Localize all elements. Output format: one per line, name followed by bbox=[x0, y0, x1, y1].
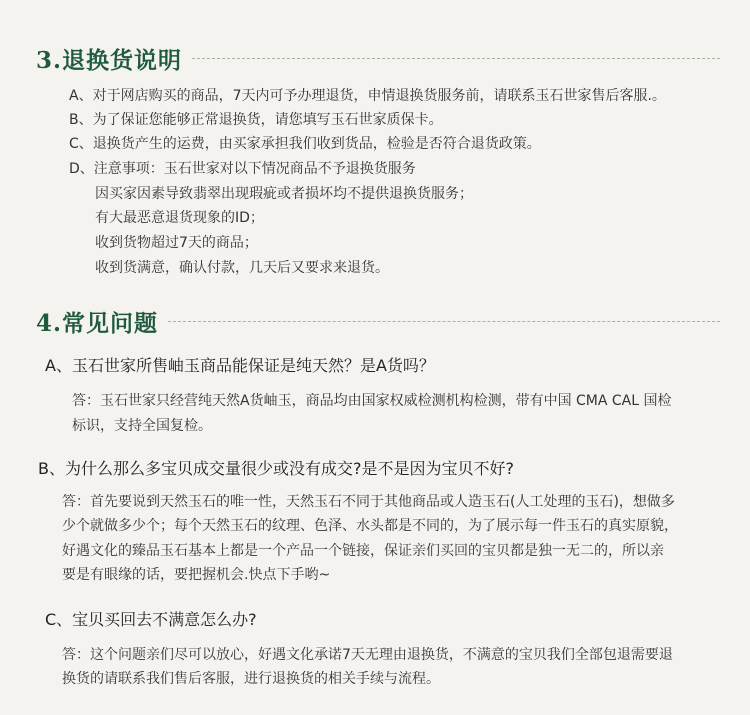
faq-answer-c-line-1: 答：这个问题亲们尽可以放心，好遇文化承诺7天无理由退换货，不满意的宝贝我们全部包退需要退 bbox=[62, 647, 673, 663]
faq-question-b: B、为什么那么多宝贝成交量很少或没有成交?是不是因为宝贝不好? bbox=[38, 459, 514, 478]
faq-answer-b-line-4: 要是有眼缘的话，要把握机会.快点下手哟~ bbox=[62, 567, 331, 583]
policy-exception-4: 收到货满意，确认付款，几天后又要求来退货。 bbox=[95, 260, 389, 276]
policy-exception-2: 有大最恶意退货现象的ID； bbox=[95, 210, 264, 226]
section-3-title: 3.退换货说明 bbox=[36, 47, 183, 74]
section-4-header bbox=[36, 305, 720, 338]
policy-line-d: D、注意事项：玉石世家对以下情况商品不予退换货服务 bbox=[69, 161, 416, 177]
section-3-divider bbox=[192, 58, 720, 59]
policy-exception-3: 收到货物超过7天的商品； bbox=[95, 235, 258, 251]
faq-answer-b-line-2: 少个就做多少个；每个天然玉石的纹理、色泽、水头都是不同的，为了展示每一件玉石的真实原貌， bbox=[62, 518, 678, 534]
policy-line-b: B、为了保证您能够正常退换货，请您填写玉石世家质保卡。 bbox=[69, 112, 443, 128]
section-4-title: 4.常见问题 bbox=[36, 310, 159, 337]
faq-answer-a-line-1: 答：玉石世家只经营纯天然A货岫玉，商品均由国家权威检测机构检测，带有中国 CMA CAL 国检 bbox=[72, 393, 672, 409]
policy-line-c: C、退换货产生的运费，由买家承担我们收到货品，检验是否符合退货政策。 bbox=[69, 136, 541, 152]
faq-question-a: A、玉石世家所售岫玉商品能保证是纯天然？是A货吗？ bbox=[45, 356, 435, 375]
section-4-divider bbox=[168, 321, 720, 322]
faq-answer-c-line-2: 换货的请联系我们售后客服，进行退换货的相关手续与流程。 bbox=[62, 671, 440, 687]
faq-answer-b-line-1: 答：首先要说到天然玉石的唯一性，天然玉石不同于其他商品或人造玉石(人工处理的玉石)，想做多 bbox=[62, 494, 675, 510]
faq-answer-a-line-2: 标识，支持全国复检。 bbox=[72, 418, 212, 434]
policy-exception-1: 因买家因素导致翡翠出现瑕疵或者损坏均不提供退换货服务； bbox=[95, 186, 473, 202]
faq-answer-b-line-3: 好遇文化的臻品玉石基本上都是一个产品一个链接，保证亲们买回的宝贝都是独一无二的，所以亲 bbox=[62, 543, 664, 559]
section-3-header bbox=[36, 42, 720, 75]
policy-line-a: A、对于网店购买的商品，7天内可予办理退货，申情退换货服务前，请联系玉石世家售后客服.。 bbox=[69, 88, 666, 104]
faq-question-c: C、宝贝买回去不满意怎么办? bbox=[45, 610, 257, 629]
